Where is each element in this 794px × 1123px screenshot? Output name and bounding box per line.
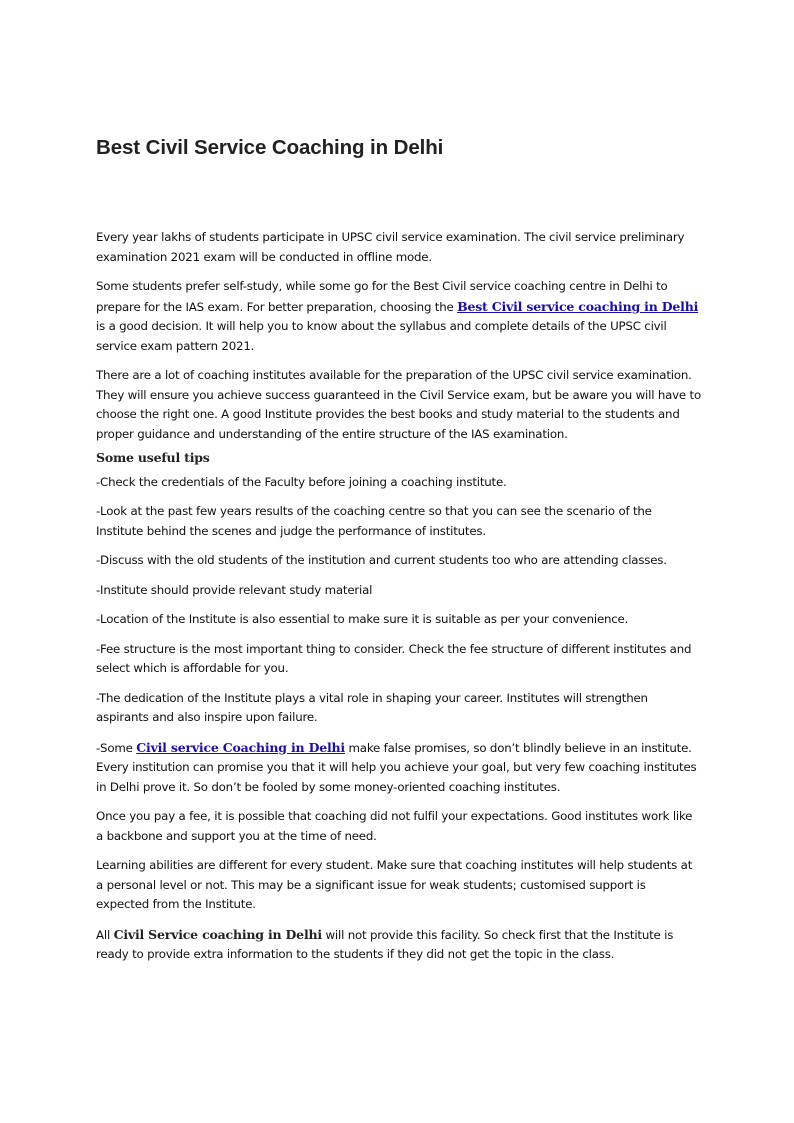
tip-item-false-promises (96, 738, 701, 798)
paragraph-intro: Every year lakhs of students participate in UPSC civil service examination. The civil service preliminary examination 2021 exam will be conducted in offline mode. (96, 230, 685, 264)
tip-text-before: -Some (96, 740, 137, 755)
tip-item: -Check the credentials of the Faculty before joining a coaching institute. (96, 474, 507, 489)
document-body (96, 228, 701, 975)
tips-heading: Some useful tips (96, 450, 210, 465)
civil-service-coaching-link[interactable]: Civil service Coaching in Delhi (136, 739, 345, 755)
paragraph-self-study-text-after: is a good decision. It will help you to know about the syllabus and complete details of the UPSC civil service exam pattern 2021. (96, 319, 667, 353)
paragraph-facility-text-after: will not provide this facility. So check first that the Institute is ready to provide extra information to the students if they did not get the topic in the class. (96, 927, 674, 961)
tip-item: -The dedication of the Institute plays a vital role in shaping your career. Institutes will strengthen aspirants and also inspire upon failure. (96, 690, 648, 724)
paragraph-learning: Learning abilities are different for every student. Make sure that coaching institutes will help students at a personal level or not. This may be a significant issue for weak students; customised support is expected from the Institute. (96, 858, 693, 911)
paragraph-facility-text-before: All (96, 927, 114, 942)
tip-item: -Institute should provide relevant study material (96, 582, 373, 597)
tip-item: -Location of the Institute is also essential to make sure it is suitable as per your convenience. (96, 612, 629, 626)
paragraph-fee: Once you pay a fee, it is possible that coaching did not fulfil your expectations. Good institutes work like a backbone and support you at the time of need. (96, 809, 693, 843)
document-title: Best Civil Service Coaching in Delhi (96, 136, 444, 159)
tip-item: -Discuss with the old students of the institution and current students too who are attending classes. (96, 553, 667, 567)
paragraph-institutes: There are a lot of coaching institutes available for the preparation of the UPSC civil service examination. They will ensure you achieve success guaranteed in the Civil Service exam, but be aware you will have to choose the right one. A good Institute provides the best books and study material to the students and proper guidance and understanding of the entire structure of the IAS examination. (96, 368, 701, 441)
paragraph-facility (96, 925, 701, 965)
paragraph-self-study (96, 277, 701, 356)
best-coaching-link[interactable]: Best Civil service coaching in Delhi (457, 298, 699, 314)
tip-text-after: make false promises, so don’t blindly believe in an institute. Every institution can promise you that it will help you achieve your goal, but very few coaching institutes in Delhi prove it. So don’t be fooled by some money-oriented coaching institutes. (96, 740, 697, 794)
civil-service-coaching-bold: Civil Service coaching in Delhi (113, 926, 322, 942)
tip-item: -Look at the past few years results of the coaching centre so that you can see the scenario of the Institute behind the scenes and judge the performance of institutes. (96, 504, 652, 538)
tip-item: -Fee structure is the most important thing to consider. Check the fee structure of different institutes and select which is affordable for you. (96, 641, 692, 675)
paragraph-self-study-text-before: Some students prefer self-study, while some go for the Best Civil service coaching centre in Delhi to prepare for the IAS exam. For better preparation, choosing the (96, 279, 668, 314)
